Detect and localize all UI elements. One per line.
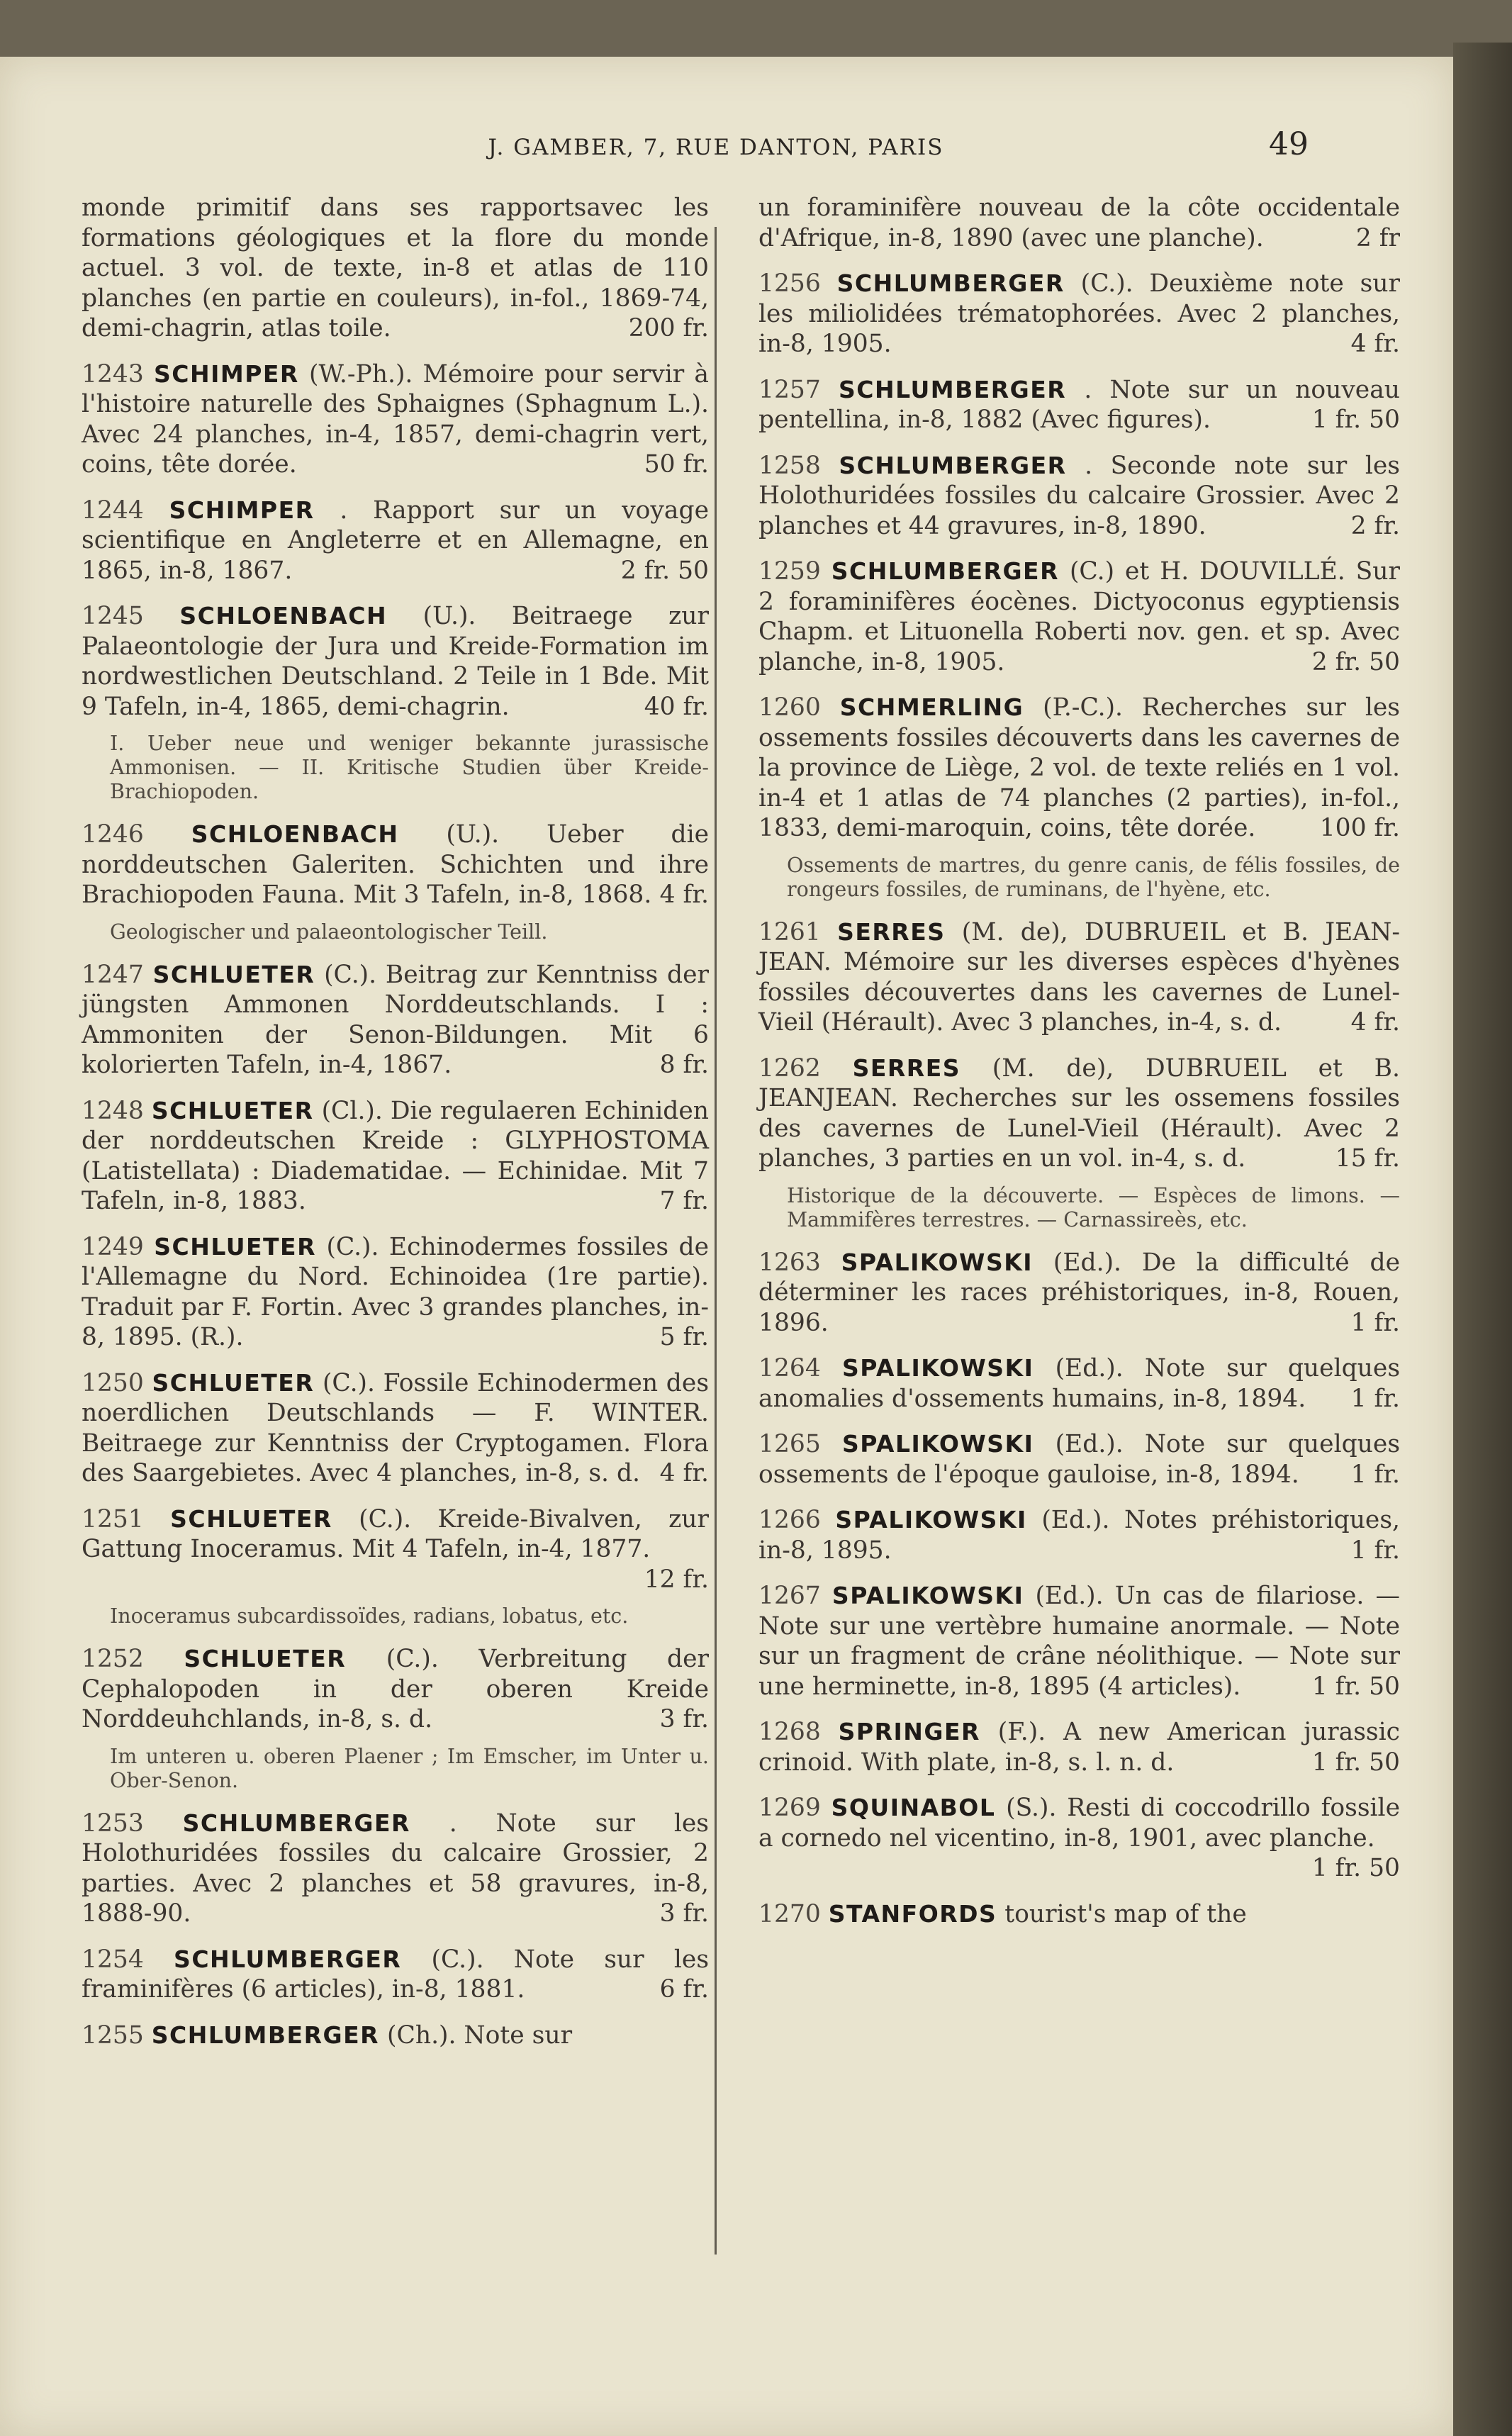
entry-number: 1248: [82, 1096, 144, 1125]
author-name: SCHLUMBERGER: [831, 557, 1060, 585]
entry-description: monde primitif dans ses rapportsavec les formations géologiques et la flore du monde actuel. 3 vol. de texte, in-8 et atlas de 110 planches (en partie en couleurs), in-fol., 1869-74, demi-chagrin, atlas toile.: [82, 194, 709, 342]
entry-price: 2 fr. 50: [620, 556, 709, 585]
entry-description: (M. de), DUBRUEIL et B. JEANJEAN. Recherches sur les ossemens fossiles des cavernes de Lunel-Vieil (Hérault). Avec 2 planches, 3 parties en un vol. in-4, s. d.: [758, 1054, 1400, 1173]
catalog-entry: [758, 1899, 1400, 1930]
entry-price: 4 fr.: [659, 1459, 709, 1487]
author-name: SQUINABOL: [831, 1794, 996, 1821]
entry-description: (U.). Ueber die norddeutschen Galeriten. Schichten und ihre Brachiopoden Fauna. Mit 3 Tafeln, in-8, 1868.: [82, 820, 710, 909]
entry-contents-note: Ossements de martres, du genre canis, de félis fossiles, de rongeurs fossiles, de ruminans, de l'hyène, etc.: [787, 853, 1400, 901]
entry-description: . Seconde note sur les Holothuridées fossiles du calcaire Grossier. Avec 2 planches et 44 gravures, in-8, 1890.: [758, 451, 1400, 540]
author-name: SCHLUMBERGER: [836, 269, 1065, 297]
author-name: SCHLUETER: [170, 1504, 332, 1533]
entry-description: (U.). Beitraege zur Palaeontologie der Jura und Kreide-Formation im nordwestlichen Deutschland. 2 Teile in 1 Bde. Mit 9 Tafeln, in-4, 1865, demi-chagrin.: [82, 602, 709, 721]
entry-description: (Ed.). Note sur quelques anomalies d'ossements humains, in-8, 1894.: [758, 1354, 1401, 1413]
entry-contents-note: Inoceramus subcardissoïdes, radians, lobatus, etc.: [110, 1604, 629, 1628]
author-name: SCHLUMBERGER: [182, 1809, 410, 1837]
catalog-entry: [758, 193, 1400, 253]
author-name: SERRES: [852, 1054, 961, 1082]
entry-description: (M. de), DUBRUEIL et B. JEAN-JEAN. Mémoire sur les diverses espèces d'hyènes fossiles découvertes dans les cavernes de Lunel-Vieil (Hérault). Avec 3 planches, in-4, s. d.: [758, 917, 1400, 1037]
catalog-entry: [82, 1644, 709, 1735]
entry-description: (C.). Note sur les framinifères (6 articles), in-8, 1881.: [82, 1945, 710, 2004]
running-head: J. GAMBER, 7, RUE DANTON, PARIS: [488, 135, 944, 160]
entry-description: (Ed.). Un cas de filariose. — Note sur une vertèbre humaine anormale. — Note sur un fragment de crâne néolithique. — Note sur une herminette, in-8, 1895 (4 articles).: [758, 1582, 1400, 1701]
author-name: SCHLUETER: [184, 1645, 347, 1672]
entry-number: 1252: [82, 1645, 144, 1673]
entry-price: 50 fr.: [644, 450, 709, 479]
entry-price: 200 fr.: [628, 314, 709, 342]
catalog-entry: [82, 1368, 709, 1489]
entry-number: 1244: [82, 496, 144, 525]
entry-price: 5 fr.: [659, 1323, 709, 1351]
entry-price: 6 fr.: [659, 1975, 709, 2004]
author-name: SCHLUMBERGER: [838, 375, 1067, 403]
entry-price: 1 fr. 50: [1311, 1672, 1400, 1701]
entry-contents-note: Geologischer und palaeontologischer Teill.: [110, 920, 548, 944]
entry-description: (C.). Beitrag zur Kenntniss der jüngsten Ammonen Norddeutschlands. I : Ammoniten der Senon-Bildungen. Mit 6 kolorierten Tafeln, in-4, 1867.: [82, 960, 710, 1079]
author-name: SCHLUMBERGER: [174, 1945, 402, 1973]
catalog-entry: [82, 193, 709, 344]
entry-price: 40 fr.: [644, 692, 709, 721]
entry-price: 2 fr. 50: [1311, 647, 1400, 676]
entry-description: (C.). Fossile Echinodermen des noerdlichen Deutschlands — F. WINTER. Beitraege zur Kenntniss der Cryptogamen. Flora des Saargebietes. Avec 4 planches, in-8, s. d.: [82, 1368, 710, 1487]
author-name: SPALIKOWSKI: [831, 1582, 1024, 1609]
entry-description: un foraminifère nouveau de la côte occidentale d'Afrique, in-8, 1890 (avec une planche).: [758, 194, 1400, 252]
entry-description: (C.). Kreide-Bivalven, zur Gattung Inoceramus. Mit 4 Tafeln, in-4, 1877.: [82, 1504, 709, 1563]
entry-description: (C.). Deuxième note sur les miliolidées trématophorées. Avec 2 planches, in-8, 1905.: [758, 269, 1400, 358]
entry-number: 1268: [758, 1718, 821, 1746]
entry-description: (S.). Resti di coccodrillo fossile a cornedo nel vicentino, in-8, 1901, avec planche.: [758, 1794, 1401, 1853]
author-name: SCHLUETER: [154, 1232, 317, 1261]
author-name: SPALIKOWSKI: [835, 1506, 1027, 1533]
entry-number: 1270: [758, 1899, 821, 1928]
catalog-entry: [758, 1248, 1400, 1339]
catalog-entry: [758, 1581, 1400, 1702]
right-column: [758, 193, 1400, 1945]
entry-description: (C.). Verbreitung der Cephalopoden in der oberen Kreide Norddeuhchlands, in-8, s. d.: [82, 1645, 710, 1733]
author-name: SCHIMPER: [169, 496, 315, 524]
catalog-entry: [758, 1054, 1400, 1174]
entry-contents-note: Im unteren u. oberen Plaener ; Im Emscher, im Unter u. Ober-Senon.: [110, 1744, 709, 1792]
entry-number: 1261: [758, 917, 821, 946]
catalog-entry: [758, 451, 1400, 542]
entry-description: (Ed.). Note sur quelques ossements de l'époque gauloise, in-8, 1894.: [758, 1430, 1401, 1489]
catalog-entry: [758, 1717, 1400, 1777]
entry-price: 8 fr.: [659, 1051, 709, 1079]
catalog-entry: [758, 1505, 1400, 1565]
entry-number: 1267: [758, 1582, 821, 1610]
catalog-entry: [82, 1504, 709, 1595]
catalog-entry: [758, 693, 1400, 844]
entry-price: 1 fr.: [1350, 1536, 1400, 1565]
entry-number: 1265: [758, 1430, 821, 1458]
catalog-entry: [82, 960, 709, 1080]
catalog-entry: [758, 1429, 1400, 1490]
entry-number: 1254: [82, 1945, 144, 1974]
page-number: 49: [1269, 126, 1309, 162]
entry-description: (Ed.). Notes préhistoriques, in-8, 1895.: [758, 1506, 1400, 1565]
catalog-entry: [758, 375, 1400, 435]
entry-number: 1247: [82, 960, 144, 989]
entry-price: 1 fr.: [1350, 1460, 1400, 1489]
entry-description: . Rapport sur un voyage scientifique en Angleterre et en Allemagne, en 1865, in-8, 1867.: [82, 496, 709, 585]
entry-number: 1256: [758, 269, 821, 298]
catalog-entry: [82, 2021, 709, 2051]
entry-price: 1 fr. 50: [1311, 1748, 1400, 1777]
entry-price: 2 fr: [1355, 223, 1400, 252]
entry-description: (Cl.). Die regulaeren Echiniden der norddeutschen Kreide : GLYPHOSTOMA (Latistellata) : Diadematidae. — Echinidae. Mit 7 Tafeln, in-8, 1883.: [82, 1096, 710, 1215]
catalog-entry: [82, 359, 709, 480]
entry-price: 3 fr.: [659, 1899, 709, 1928]
author-name: SCHLUETER: [151, 1096, 314, 1124]
entry-number: 1255: [82, 2021, 144, 2050]
entry-price: 4 fr.: [659, 881, 709, 909]
entry-number: 1246: [82, 820, 144, 849]
entry-price: 1 fr.: [1350, 1384, 1400, 1413]
entry-price: 4 fr.: [1350, 330, 1400, 358]
author-name: SCHLUETER: [152, 1368, 315, 1397]
entry-price: 12 fr.: [644, 1565, 709, 1594]
entry-number: 1264: [758, 1354, 821, 1382]
entry-description: (C.) et H. DOUVILLÉ. Sur 2 foraminifères éocènes. Dictyoconus egyptiensis Chapm. et Lituonella Roberti nov. gen. et sp. Avec planche, in-8, 1905.: [758, 557, 1401, 676]
author-name: SCHLOENBACH: [179, 602, 388, 630]
entry-number: 1253: [82, 1809, 144, 1838]
author-name: SPALIKOWSKI: [841, 1354, 1034, 1382]
entry-description: (W.-Ph.). Mémoire pour servir à l'histoire naturelle des Sphaignes (Sphagnum L.). Avec 24 planches, in-4, 1857, demi-chagrin vert, coins, tête dorée.: [82, 359, 709, 479]
catalog-entry: [758, 1793, 1400, 1884]
entry-contents-note: Historique de la découverte. — Espèces de limons. — Mammifères terrestres. — Carnassireès, etc.: [787, 1183, 1400, 1231]
entry-number: 1243: [82, 359, 144, 389]
entry-description: (Ed.). De la difficulté de déterminer les races préhistoriques, in-8, Rouen, 1896.: [758, 1248, 1401, 1337]
entry-number: 1260: [758, 693, 821, 722]
catalog-entry: [758, 557, 1400, 677]
entry-number: 1263: [758, 1248, 821, 1277]
entry-price: 100 fr.: [1319, 814, 1400, 842]
entry-description: (Ch.). Note sur: [387, 2021, 573, 2050]
catalog-entry: [82, 1232, 709, 1353]
author-name: SCHMERLING: [839, 693, 1024, 721]
left-column: [82, 193, 709, 2066]
entry-number: 1257: [758, 375, 821, 404]
author-name: SCHLUETER: [152, 960, 315, 988]
entry-price: 3 fr.: [659, 1705, 709, 1733]
catalog-entry: [82, 820, 709, 910]
entry-number: 1266: [758, 1506, 821, 1534]
entry-number: 1250: [82, 1368, 144, 1397]
catalog-entry: [82, 1945, 709, 2005]
entry-number: 1245: [82, 602, 144, 630]
entry-number: 1258: [758, 451, 821, 480]
catalog-entry: [758, 269, 1400, 359]
entry-description: tourist's map of the: [1004, 1899, 1247, 1928]
entry-price: 4 fr.: [1350, 1008, 1400, 1037]
column-divider: [715, 227, 717, 2255]
entry-description: . Note sur un nouveau pentellina, in-8, 1882 (Avec figures).: [758, 375, 1401, 434]
entry-number: 1249: [82, 1232, 144, 1261]
catalog-entry: [82, 1809, 709, 1929]
entry-description: . Note sur les Holothuridées fossiles du calcaire Grossier, 2 parties. Avec 2 planches et 58 gravures, in-8, 1888-90.: [82, 1809, 710, 1928]
author-name: SPRINGER: [838, 1718, 980, 1745]
entry-price: 7 fr.: [659, 1187, 709, 1215]
author-name: SCHLUMBERGER: [839, 451, 1067, 479]
catalog-entry: [82, 1096, 709, 1217]
entry-number: 1259: [758, 557, 821, 586]
author-name: SCHLUMBERGER: [151, 2021, 380, 2049]
author-name: SCHIMPER: [153, 359, 299, 388]
catalog-entry: [82, 601, 709, 722]
entry-price: 2 fr.: [1350, 511, 1400, 540]
author-name: STANFORDS: [828, 1899, 997, 1928]
author-name: SERRES: [837, 917, 946, 946]
catalog-entry: [758, 1353, 1400, 1414]
author-name: SPALIKOWSKI: [841, 1248, 1034, 1276]
entry-description: (C.). Echinodermes fossiles de l'Allemagne du Nord. Echinoidea (1re partie). Traduit par F. Fortin. Avec 3 grandes planches, in-8, 1895. (R.).: [82, 1232, 709, 1351]
entry-price: 1 fr. 50: [1311, 406, 1400, 434]
author-name: SPALIKOWSKI: [841, 1430, 1034, 1458]
entry-price: 1 fr.: [1350, 1308, 1400, 1337]
entry-number: 1251: [82, 1504, 144, 1533]
catalog-entry: [758, 917, 1400, 1038]
entry-description: (P.-C.). Recherches sur les ossements fossiles découverts dans les cavernes de la province de Liège, 2 vol. de texte reliés en 1 vol. in-4 et 1 atlas de 74 planches (2 parties), in-fol., 1833, demi-maroquin, coins, tête dorée.: [758, 693, 1400, 842]
page-edge: [1453, 43, 1512, 2436]
entry-price: 15 fr.: [1335, 1144, 1400, 1173]
entry-price: 1 fr. 50: [1311, 1854, 1400, 1882]
author-name: SCHLOENBACH: [191, 820, 399, 848]
catalog-entry: [82, 496, 709, 586]
entry-number: 1262: [758, 1054, 821, 1083]
entry-contents-note: I. Ueber neue und weniger bekannte jurassische Ammonisen. — II. Kritische Studien über Kreide-Brachiopoden.: [110, 732, 709, 803]
entry-number: 1269: [758, 1794, 821, 1822]
entry-description: (F.). A new American jurassic crinoid. With plate, in-8, s. l. n. d.: [758, 1718, 1400, 1777]
